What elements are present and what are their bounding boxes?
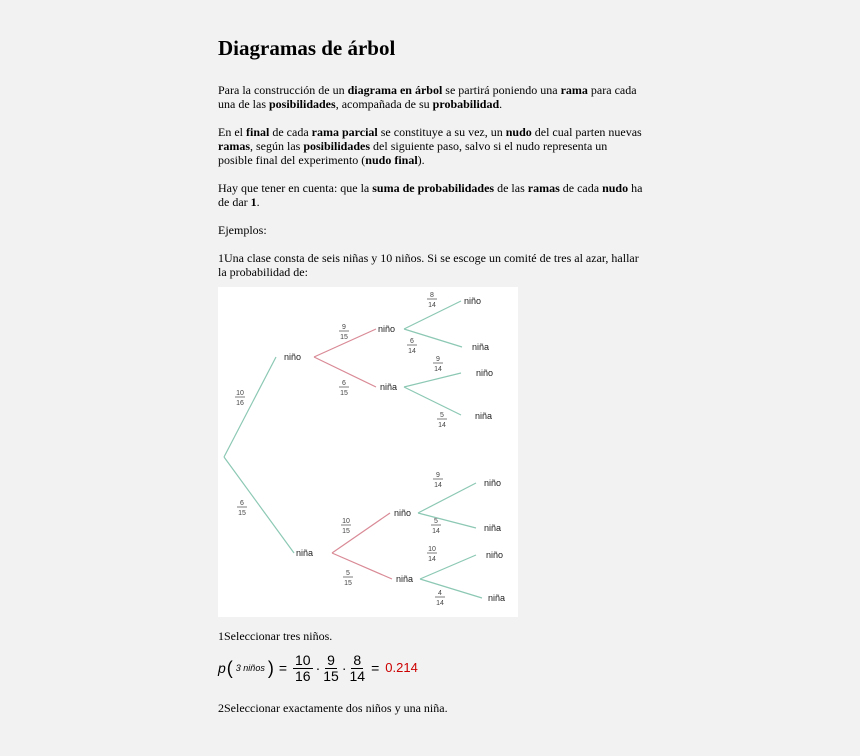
node-l2-1: niña xyxy=(380,382,398,392)
prob-l2-1-den: 15 xyxy=(340,390,348,397)
prob-l3-3-den: 14 xyxy=(438,422,446,429)
formula-fraction-1: $\frac{10}{16}$ xyxy=(295,651,311,684)
probability-formula: p ( 3 niños ) = $\frac{10}{16}$ · $\frac{9}{15}$ · $\frac{8}{14}$ = 0.214 xyxy=(218,651,418,684)
formula-equals-2: = xyxy=(371,660,380,676)
prob-l1-0-den: 16 xyxy=(236,400,244,407)
branch-l3-5 xyxy=(418,513,476,528)
node-l3-3: niña xyxy=(475,411,493,421)
branch-l3-2 xyxy=(404,373,461,387)
branch-l2-2 xyxy=(332,513,390,553)
formula-equals: = xyxy=(278,660,288,676)
example-1-statement: 1Una clase consta de seis niñas y 10 niños. Si se escoge un comité de tres al azar, hallar la probabilidad de: xyxy=(218,251,639,279)
node-l1-1: niña xyxy=(296,548,314,558)
page-title: Diagramas de árbol xyxy=(218,36,396,60)
formula-p: p xyxy=(218,660,226,676)
formula-fraction-3: $\frac{8}{14}$ xyxy=(349,651,366,684)
prob-l1-1-den: 15 xyxy=(238,510,246,517)
branch-l3-7 xyxy=(420,579,482,598)
intro-paragraph-3: Hay que tener en cuenta: que la suma de probabilidades de las ramas de cada nudo ha de dar 1. xyxy=(218,181,643,209)
formula-argument: 3 niños xyxy=(235,663,265,673)
prob-l3-5-den: 14 xyxy=(432,528,440,535)
prob-l2-3-den: 15 xyxy=(344,580,352,587)
prob-l3-6-den: 14 xyxy=(428,556,436,563)
prob-l3-4-den: 14 xyxy=(434,482,442,489)
node-l3-1: niña xyxy=(472,342,490,352)
prob-l3-1-den: 14 xyxy=(408,348,416,355)
node-l3-7: niña xyxy=(488,593,506,603)
article xyxy=(218,34,644,729)
node-l1-0: niño xyxy=(284,352,302,362)
prob-l1-1-num: 6 xyxy=(240,500,244,507)
prob-l2-1-num: 6 xyxy=(342,380,346,387)
prob-l3-5-num: 5 xyxy=(434,518,438,525)
examples-label: Ejemplos: xyxy=(218,223,267,237)
prob-l2-3-num: 5 xyxy=(346,570,350,577)
node-l3-6: niño xyxy=(486,550,504,560)
formula-result: 0.214 xyxy=(385,660,418,675)
node-l2-3: niña xyxy=(396,574,414,584)
node-l3-2: niño xyxy=(476,368,494,378)
prob-l3-2-num: 9 xyxy=(436,356,440,363)
node-l2-2: niño xyxy=(394,508,412,518)
node-l3-5: niña xyxy=(484,523,502,533)
node-l2-0: niño xyxy=(378,324,396,334)
prob-l3-3-num: 5 xyxy=(440,412,444,419)
branch-l2-3 xyxy=(332,553,392,579)
prob-l3-2-den: 14 xyxy=(434,366,442,373)
branch-l1-1 xyxy=(224,457,294,553)
prob-l3-6-num: 10 xyxy=(428,546,436,553)
branch-l1-0 xyxy=(224,357,276,457)
node-l3-0: niño xyxy=(464,296,482,306)
formula-fraction-2: $\frac{9}{15}$ xyxy=(323,651,339,684)
prob-l2-0-den: 15 xyxy=(340,334,348,341)
prob-l3-0-den: 14 xyxy=(428,302,436,309)
branch-l3-3 xyxy=(404,387,461,415)
prob-l3-4-num: 9 xyxy=(436,472,440,479)
prob-l3-0-num: 8 xyxy=(430,292,434,299)
intro-paragraph-1: Para la construcción de un diagrama en árbol se partirá poniendo una rama para cada una de las posibilidades, acompañada de su probabilidad. xyxy=(218,83,637,111)
prob-l3-7-den: 14 xyxy=(436,600,444,607)
branch-l3-4 xyxy=(418,483,476,513)
prob-l2-2-num: 10 xyxy=(342,518,350,525)
prob-l3-1-num: 6 xyxy=(410,338,414,345)
intro-paragraph-2: En el final de cada rama parcial se constituye a su vez, un nudo del cual parten nuevas ramas, según las posibilidades del siguiente paso, salvo si el nudo representa un posible final del experimento (nudo final). xyxy=(218,125,642,167)
tree-diagram xyxy=(218,287,518,617)
case-1-label: 1Seleccionar tres niños. xyxy=(218,629,333,643)
prob-l3-7-num: 4 xyxy=(438,590,442,597)
case-2-label: 2Seleccionar exactamente dos niños y una niña. xyxy=(218,701,448,715)
prob-l2-0-num: 9 xyxy=(342,324,346,331)
prob-l2-2-den: 15 xyxy=(342,528,350,535)
prob-l1-0-num: 10 xyxy=(236,390,244,397)
node-l3-4: niño xyxy=(484,478,502,488)
